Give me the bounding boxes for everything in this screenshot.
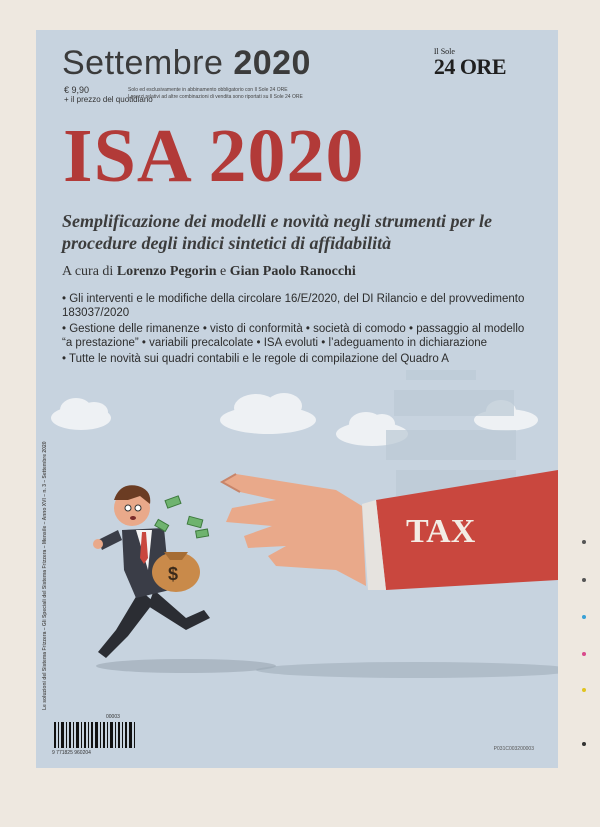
dollar-bill-icon [187, 516, 203, 527]
bullet-item: • Gli interventi e le modifiche della circolare 16/E/2020, del DI Rilancio e del provvedimento 183037/2020 [62, 293, 525, 319]
print-mark [582, 578, 586, 582]
svg-text:$: $ [168, 564, 179, 584]
bullet-item: • Gestione delle rimanenze • visto di conformità • società di comodo • passaggio al modello “a prestazione” • variabili precalcolate • ISA evoluti • l’adeguamento in dichiarazione [62, 323, 525, 349]
tax-arm [222, 470, 558, 590]
print-mark [582, 652, 586, 656]
barcode-icon [54, 722, 135, 748]
print-mark [582, 742, 586, 746]
publisher-logo: Il Sole 24 ORE [433, 47, 506, 79]
print-mark [582, 540, 586, 544]
barcode-digits: 9 771825 960204 [52, 750, 91, 756]
tax-label: TAX [406, 513, 476, 550]
bullet-list [62, 292, 532, 368]
issue-month: Settembre 2020 [62, 44, 311, 82]
spine-text: Le soluzioni del Sistema Frizzera – Gli Speciali del Sistema Frizzera – Mensile – Anno XVI – n. 3 – Settembre 2020 [42, 441, 48, 710]
money-bag-icon [152, 552, 200, 592]
print-mark [582, 688, 586, 692]
bullet-item: • Tutte le novità sui quadri contabili e le regole di compilazione del Quadro A [62, 353, 449, 365]
barcode-top-digits: 00003 [106, 714, 120, 720]
cover-subtitle: Semplificazione dei modelli e novità negli strumenti per le procedure degli indici sintetici di affidabilità [62, 211, 492, 253]
cloud-icon [51, 398, 111, 430]
dollar-bill-icon [196, 529, 209, 538]
magazine-cover [36, 30, 558, 768]
authors: A cura di Lorenzo Pegorin e Gian Paolo Ranocchi [62, 264, 356, 279]
cloud-icon [220, 393, 316, 434]
distribution-note: Solo ed esclusivamente in abbinamento obbligatorio con Il Sole 24 ORE I prezzi relativi ad altre combinazioni di vendita sono riportati su Il Sole 24 ORE [128, 87, 303, 100]
product-code: P031C003200003 [493, 746, 534, 752]
price: € 9,90 + il prezzo del quotidiano [64, 85, 153, 104]
cover-title: ISA 2020 [63, 114, 365, 198]
dollar-bill-icon [165, 496, 181, 508]
print-mark [582, 615, 586, 619]
running-man [93, 485, 210, 658]
